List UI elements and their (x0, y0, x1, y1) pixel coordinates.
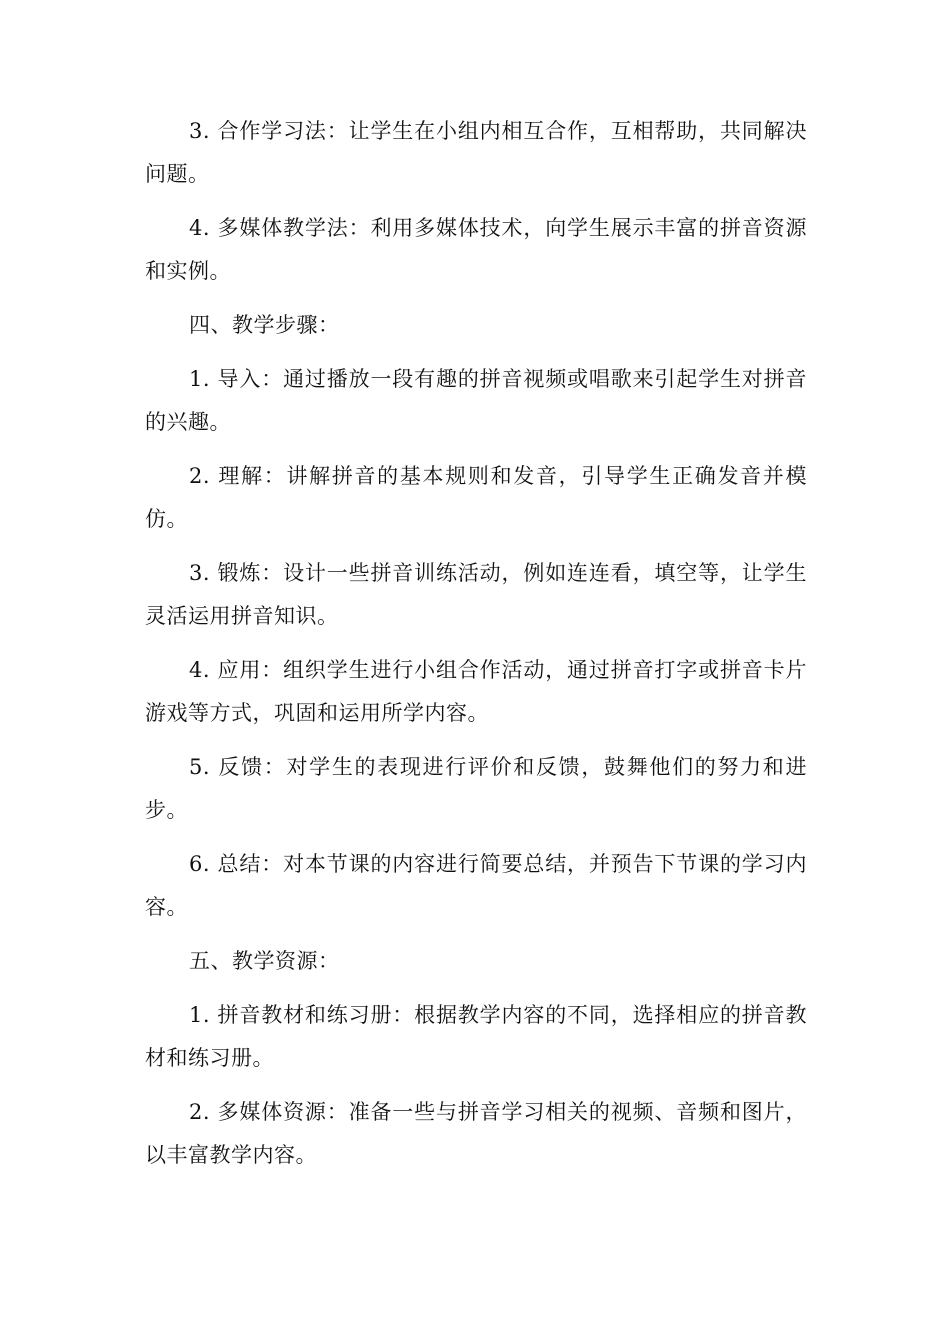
paragraph-step-6: 6. 总结：对本节课的内容进行简要总结，并预告下节课的学习内容。 (145, 852, 807, 919)
paragraph-method-3: 3. 合作学习法：让学生在小组内相互合作，互相帮助，共同解决问题。 (145, 119, 807, 186)
paragraph-step-3: 3. 锻炼：设计一些拼音训练活动，例如连连看，填空等，让学生灵活运用拼音知识。 (145, 561, 807, 628)
document-body (145, 110, 807, 1188)
paragraph-step-5: 5. 反馈：对学生的表现进行评价和反馈，鼓舞他们的努力和进步。 (145, 755, 807, 822)
paragraph-step-2: 2. 理解：讲解拼音的基本规则和发音，引导学生正确发音并模仿。 (145, 464, 807, 531)
paragraph-step-1: 1. 导入：通过播放一段有趣的拼音视频或唱歌来引起学生对拼音的兴趣。 (145, 367, 807, 434)
paragraph-resource-2: 2. 多媒体资源：准备一些与拼音学习相关的视频、音频和图片，以丰富教学内容。 (145, 1100, 807, 1167)
paragraph-step-4: 4. 应用：组织学生进行小组合作活动，通过拼音打字或拼音卡片游戏等方式，巩固和运用所学内容。 (145, 658, 807, 725)
section-heading-teaching-resources: 五、教学资源： (189, 949, 340, 973)
section-heading-teaching-steps: 四、教学步骤： (189, 313, 340, 337)
paragraph-resource-1: 1. 拼音教材和练习册：根据教学内容的不同，选择相应的拼音教材和练习册。 (145, 1003, 807, 1070)
paragraph-method-4: 4. 多媒体教学法：利用多媒体技术，向学生展示丰富的拼音资源和实例。 (145, 216, 807, 283)
